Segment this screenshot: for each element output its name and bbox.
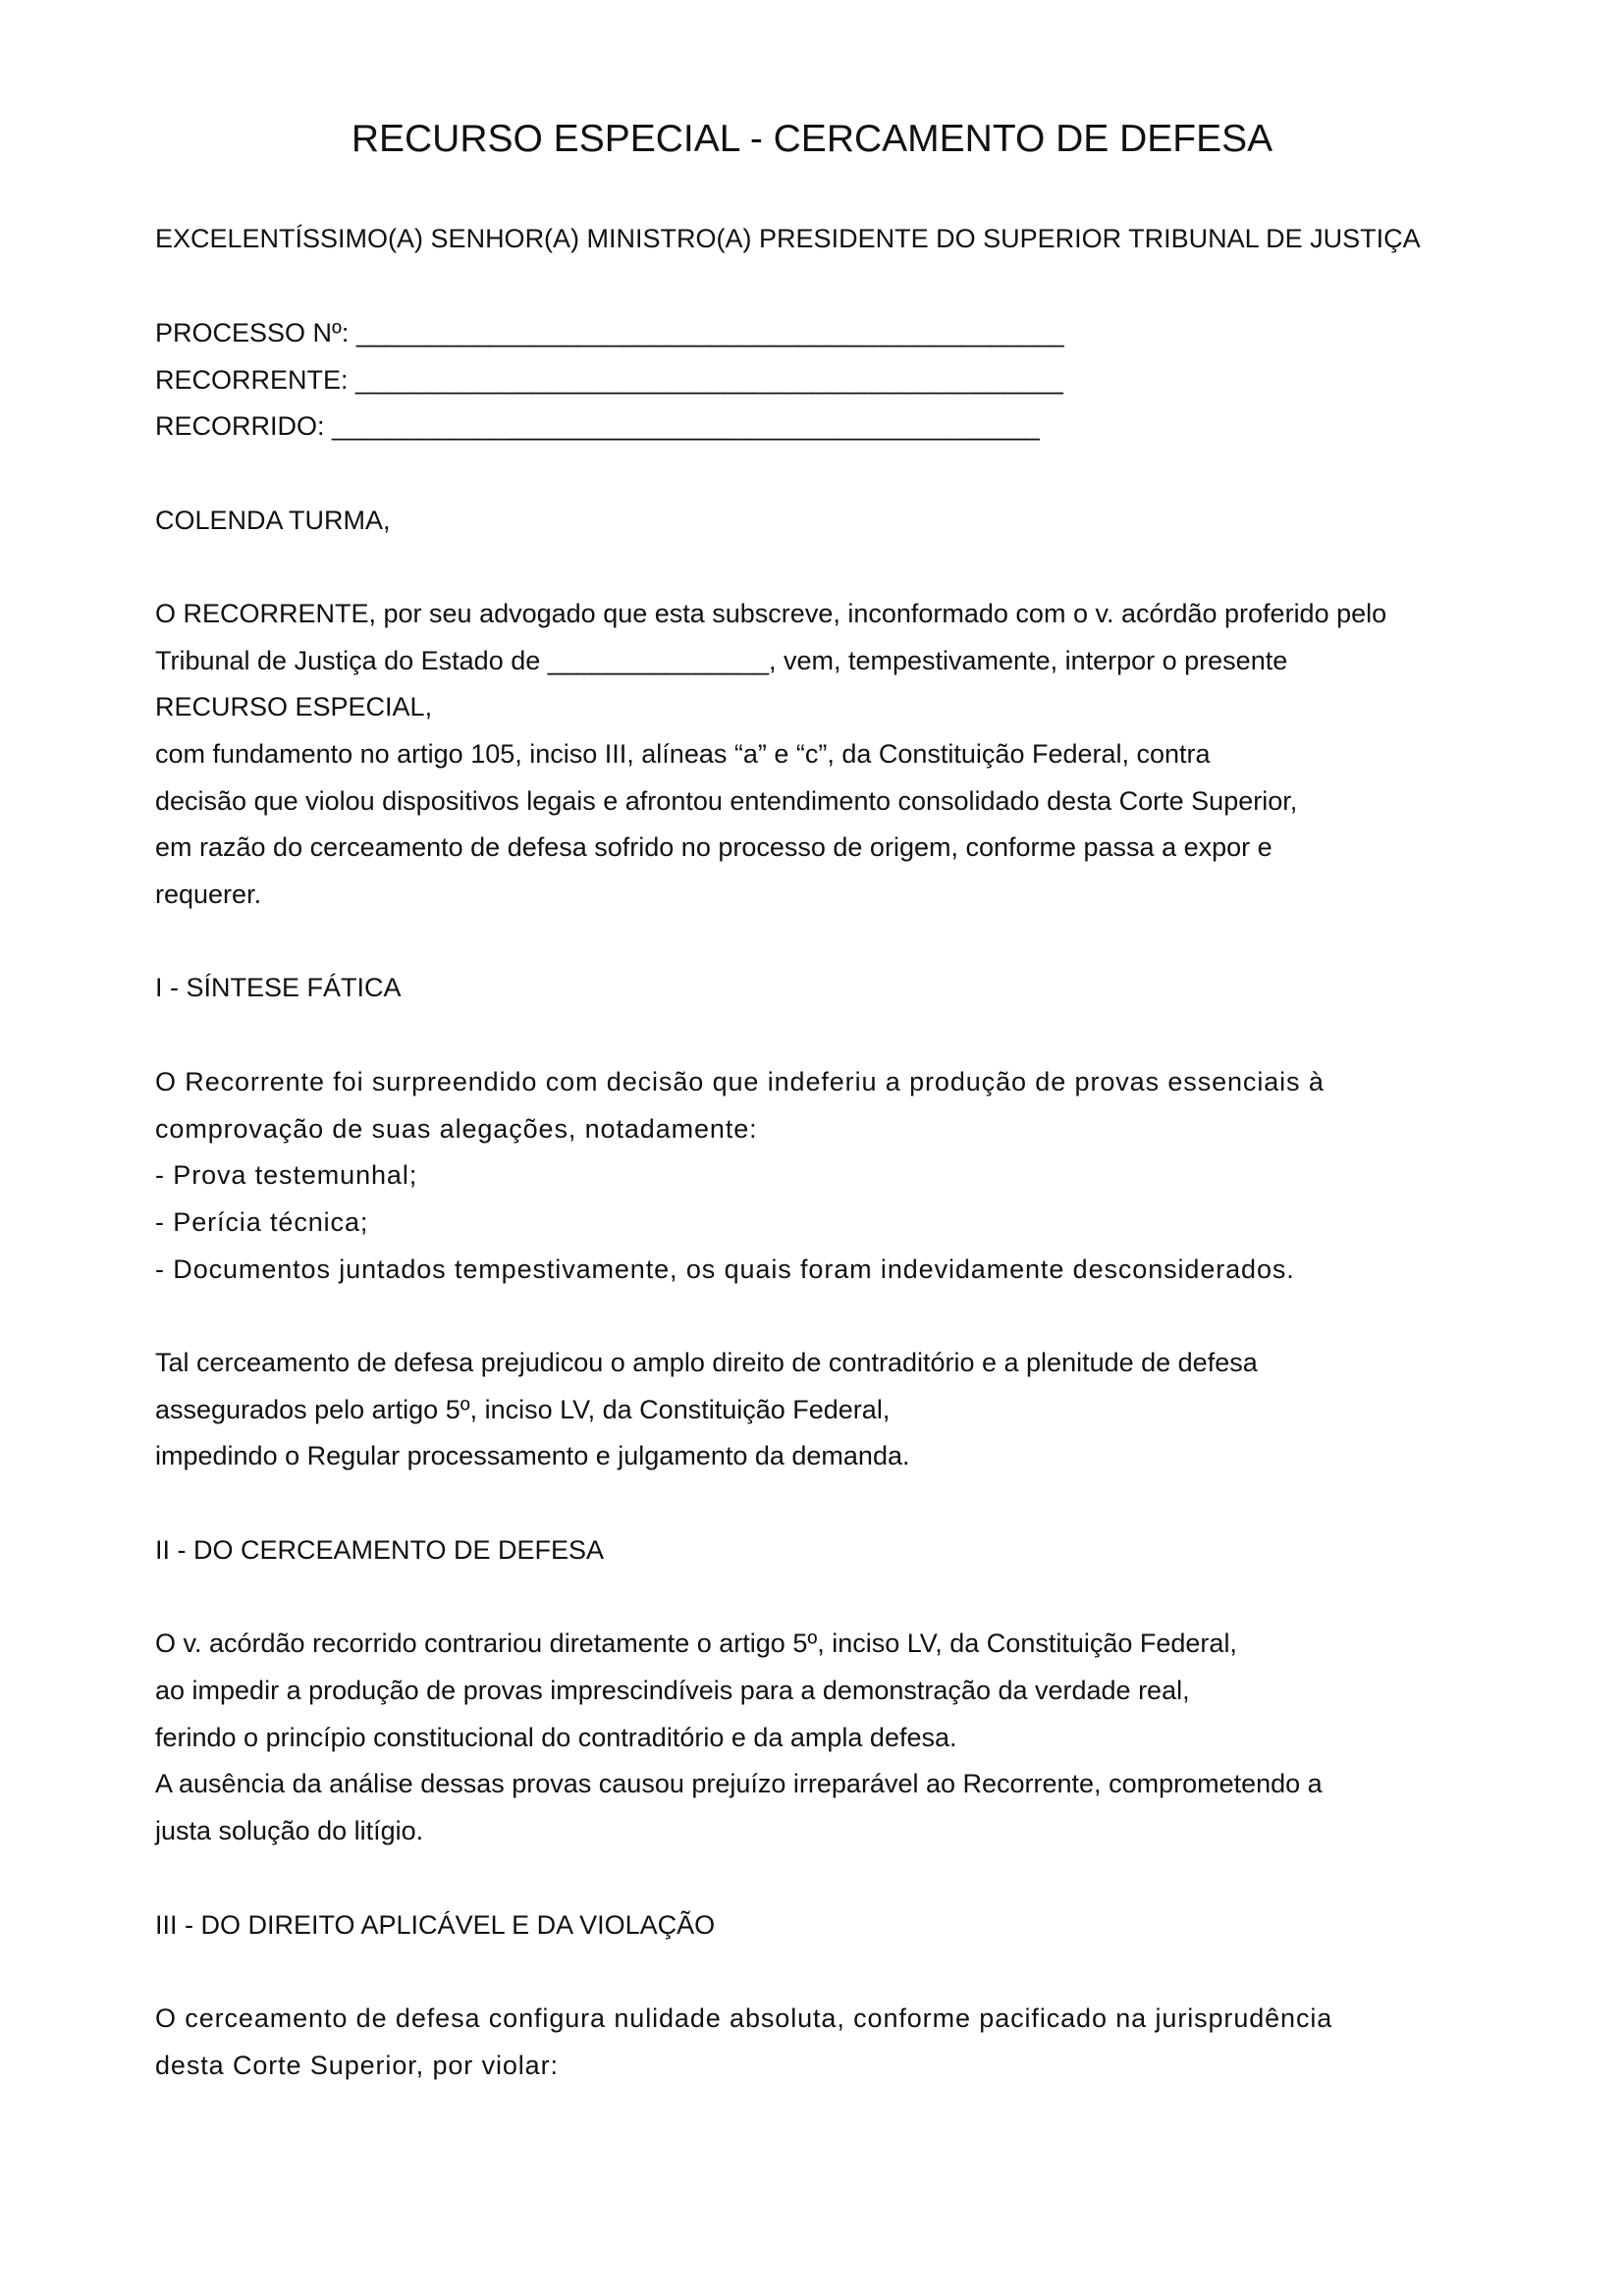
cerceamento-line: ferindo o princípio constitucional do contraditório e da ampla defesa. [155, 1723, 957, 1752]
section-heading-sintese: I - SÍNTESE FÁTICA [155, 973, 402, 1002]
sintese-line: impedindo o Regular processamento e julgamento da demanda. [155, 1441, 910, 1470]
sintese-line: comprovação de suas alegações, notadamente: [155, 1114, 758, 1144]
intro-line: Tribunal de Justiça do Estado de _______________, vem, tempestivamente, interpor o presente [155, 646, 1288, 675]
intro-line: O RECORRENTE, por seu advogado que esta subscreve, inconformado com o v. acórdão proferido pelo [155, 599, 1387, 628]
sintese-line: assegurados pelo artigo 5º, inciso LV, da Constituição Federal, [155, 1395, 891, 1424]
intro-line: requerer. [155, 880, 262, 909]
addressee-line: EXCELENTÍSSIMO(A) SENHOR(A) MINISTRO(A) PRESIDENTE DO SUPERIOR TRIBUNAL DE JUSTIÇA [155, 224, 1421, 253]
intro-line: RECURSO ESPECIAL, [155, 692, 433, 721]
direito-line: O cerceamento de defesa configura nulidade absoluta, conforme pacificado na jurisprudência [155, 2003, 1333, 2033]
list-item: - Documentos juntados tempestivamente, os quais foram indevidamente desconsiderados. [155, 1255, 1295, 1284]
section-heading-cerceamento: II - DO CERCEAMENTO DE DEFESA [155, 1535, 605, 1565]
sintese-line: Tal cerceamento de defesa prejudicou o amplo direito de contraditório e a plenitude de defesa [155, 1348, 1258, 1377]
field-recorrido: RECORRIDO: ________________________________________________ [155, 411, 1040, 441]
cerceamento-line: A ausência da análise dessas provas causou prejuízo irreparável ao Recorrente, comprometendo a [155, 1769, 1323, 1798]
list-item: - Perícia técnica; [155, 1207, 369, 1237]
intro-line: decisão que violou dispositivos legais e afrontou entendimento consolidado desta Corte Superior, [155, 786, 1298, 816]
field-processo: PROCESSO Nº: ________________________________________________ [155, 318, 1064, 347]
document-title: RECURSO ESPECIAL - CERCAMENTO DE DEFESA [351, 118, 1273, 160]
intro-line: em razão do cerceamento de defesa sofrido no processo de origem, conforme passa a expor e [155, 832, 1272, 862]
sintese-line: O Recorrente foi surpreendido com decisão que indeferiu a produção de provas essenciais à [155, 1067, 1325, 1096]
section-heading-direito: III - DO DIREITO APLICÁVEL E DA VIOLAÇÃO [155, 1910, 716, 1940]
list-item: - Prova testemunhal; [155, 1160, 418, 1190]
salutation: COLENDA TURMA, [155, 506, 391, 535]
direito-line: desta Corte Superior, por violar: [155, 2051, 559, 2080]
field-recorrente: RECORRENTE: ________________________________________________ [155, 365, 1063, 395]
cerceamento-line: ao impedir a produção de provas imprescindíveis para a demonstração da verdade real, [155, 1676, 1190, 1705]
cerceamento-line: O v. acórdão recorrido contrariou diretamente o artigo 5º, inciso LV, da Constituição Federal, [155, 1629, 1237, 1658]
intro-line: com fundamento no artigo 105, inciso III, alíneas “a” e “c”, da Constituição Federal, contra [155, 739, 1211, 769]
cerceamento-line: justa solução do litígio. [155, 1816, 424, 1845]
